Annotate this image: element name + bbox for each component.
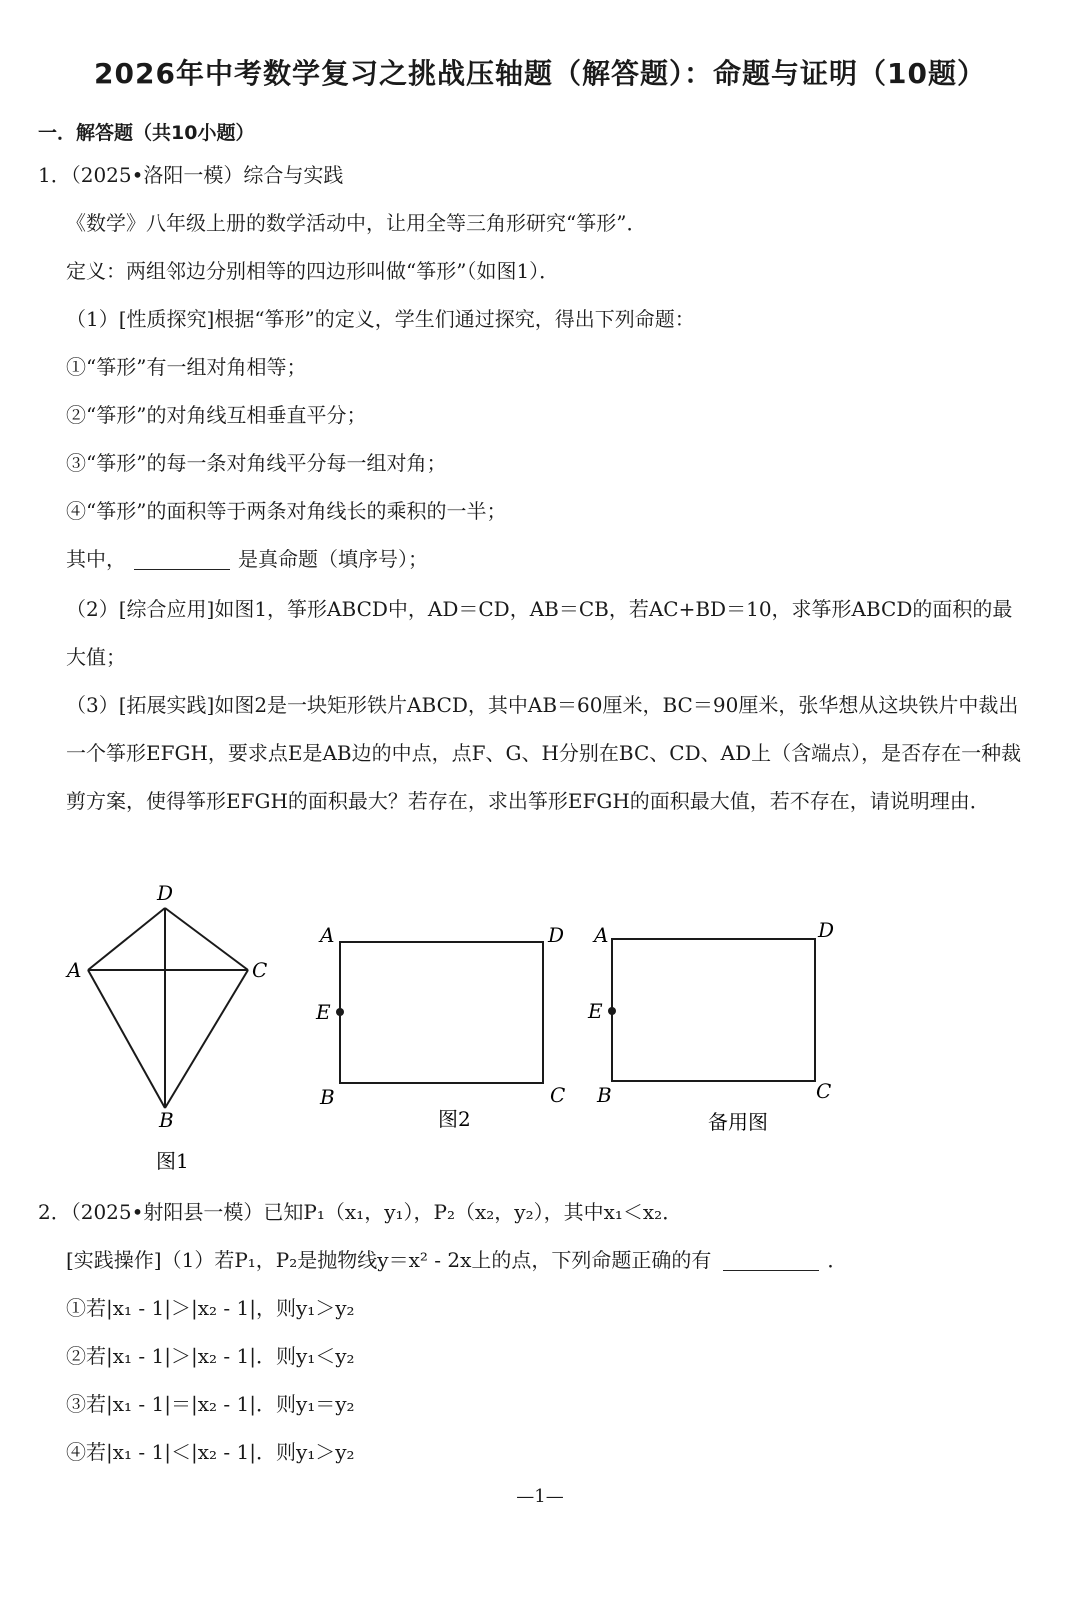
q1-fill-suffix: 是真命题（填序号）； [238,547,428,571]
q1-definition: 定义：两组邻边分别相等的四边形叫做“筝形”（如图1）． [66,259,560,283]
page-number: —1— [516,1486,564,1507]
q1-fill-line [66,544,428,574]
fig2-label-c: C [550,1083,566,1107]
fig2-label-b: B [320,1085,335,1109]
fig2-label-e: E [316,1000,331,1024]
figure-1-kite [88,908,248,1108]
fig2-label-a: A [320,923,335,947]
q2-answer-blank[interactable] [723,1250,819,1271]
q1-figures [0,880,1080,1180]
q1-fill-prefix: 其中， [66,547,126,571]
q1-option-3: ③“筝形”的每一条对角线平分每一组对角； [66,451,447,475]
backup-point-e [608,1007,616,1015]
fig2-point-e [336,1008,344,1016]
q2-option-1: ①若|x₁ - 1|＞|x₂ - 1|，则y₁＞y₂ [66,1296,355,1320]
q2-option-2: ②若|x₁ - 1|＞|x₂ - 1|．则y₁＜y₂ [66,1344,355,1368]
fig2-caption: 图2 [438,1107,471,1131]
q1-option-4: ④“筝形”的面积等于两条对角线长的乘积的一半； [66,499,507,523]
fig1-label-a: A [67,958,82,982]
q1-part2: （2）[综合应用]如图1，筝形ABCD中，AD＝CD，AB＝CB，若AC+BD＝10，求筝形ABCD的面积的最大值； [66,597,1013,669]
backup-label-c: C [816,1079,832,1103]
fig1-label-b: B [159,1108,174,1132]
backup-caption: 备用图 [708,1110,768,1134]
q1-part1: （1）[性质探究]根据“筝形”的定义，学生们通过探究，得出下列命题： [66,307,695,331]
page-title: 2026年中考数学复习之挑战压轴题（解答题）：命题与证明（10题） [94,57,986,90]
backup-label-a: A [594,923,609,947]
fig1-label-c: C [252,958,268,982]
figure-2-rectangle [340,942,543,1083]
kite-side-dc [165,908,248,970]
q1-option-2: ②“筝形”的对角线互相垂直平分； [66,403,367,427]
backup-label-d: D [818,918,835,942]
kite-side-ab [88,970,165,1108]
kite-side-da [88,908,165,970]
q2-option-4: ④若|x₁ - 1|＜|x₂ - 1|．则y₁＞y₂ [66,1440,355,1464]
fig2-label-d: D [548,923,565,947]
backup-label-e: E [588,999,603,1023]
section-heading: 一．解答题（共10小题） [38,122,255,144]
kite-side-cb [165,970,248,1108]
q1-option-1: ①“筝形”有一组对角相等； [66,355,307,379]
q2-practice-suffix: ． [827,1248,848,1272]
backup-label-b: B [597,1083,612,1107]
fig1-label-d: D [157,881,174,905]
q1-part3: （3）[拓展实践]如图2是一块矩形铁片ABCD，其中AB＝60厘米，BC＝90厘米，张华想从这块铁片中裁出一个筝形EFGH，要求点E是AB边的中点，点F、G、H分别在BC、CD、AD上（含端点），是否存在一种裁剪方案，使得筝形EFGH的面积最大？若存在，求出筝形EFGH的面积最大值，若不存在，请说明理由． [66,693,1022,813]
backup-figure-rectangle [612,939,815,1081]
fig1-caption: 图1 [156,1149,189,1173]
q2-practice-prefix: [实践操作]（1）若P₁，P₂是抛物线y＝x² - 2x上的点，下列命题正确的有 [66,1248,712,1272]
q1-heading: 1．（2025•洛阳一模）综合与实践 [38,163,344,187]
q1-answer-blank[interactable] [134,549,230,570]
q1-intro: 《数学》八年级上册的数学活动中，让用全等三角形研究“筝形”． [66,211,647,235]
q2-option-3: ③若|x₁ - 1|＝|x₂ - 1|．则y₁＝y₂ [66,1392,355,1416]
q2-heading: 2．（2025•射阳县一模）已知P₁（x₁，y₁），P₂（x₂，y₂），其中x₁＜x₂． [38,1200,683,1224]
q2-practice-line [66,1245,847,1275]
